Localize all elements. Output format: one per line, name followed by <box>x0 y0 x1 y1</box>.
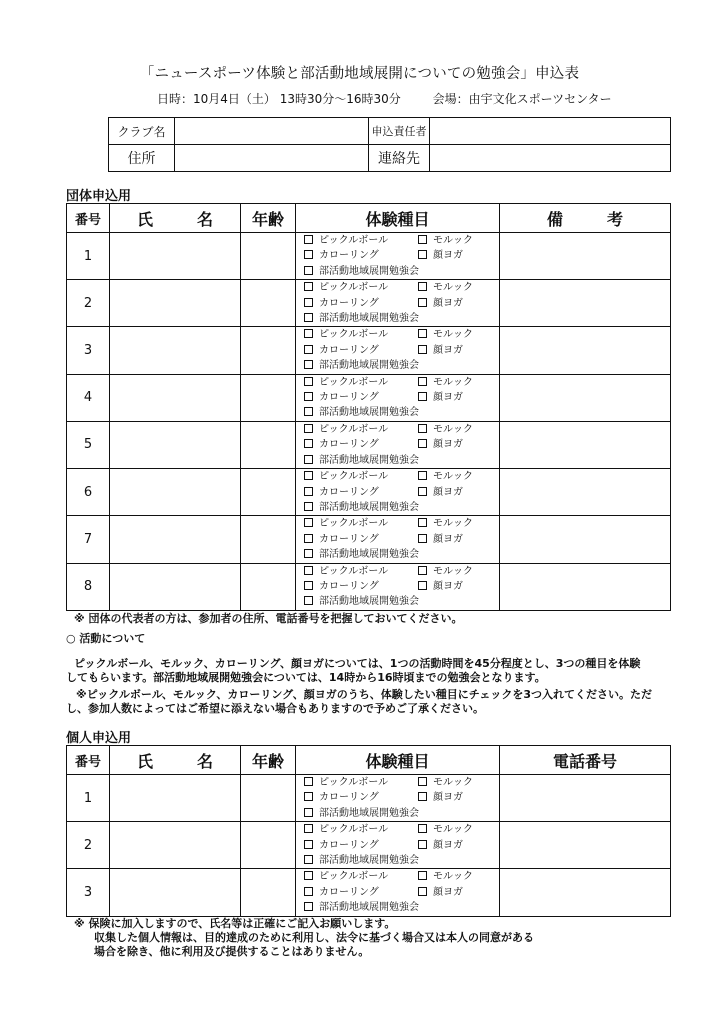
club-name-field[interactable] <box>175 118 369 145</box>
event-cell <box>296 280 500 327</box>
remarks-field[interactable] <box>500 233 671 280</box>
contact-field[interactable] <box>430 145 671 172</box>
table-row <box>67 775 671 822</box>
event-options <box>296 822 499 868</box>
checkbox-study-session[interactable] <box>304 902 313 911</box>
name-field[interactable] <box>110 233 241 280</box>
activity-heading: ○ 活動について <box>66 632 146 645</box>
event-options <box>296 775 499 821</box>
event-options <box>296 516 499 562</box>
phone-field[interactable] <box>500 775 671 822</box>
name-field[interactable] <box>110 563 241 610</box>
name-field[interactable] <box>110 516 241 563</box>
remarks-field[interactable] <box>500 563 671 610</box>
table-row <box>67 822 671 869</box>
insurance-note-line-2: 収集した個人情報は、目的達成のために利用し、法令に基づく場合又は本人の同意がある <box>94 931 534 944</box>
row-number: 4 <box>67 374 110 421</box>
remarks-field[interactable] <box>500 280 671 327</box>
option-label: 顔ヨガ <box>433 344 463 356</box>
name-field[interactable] <box>110 327 241 374</box>
header-age: 年齢 <box>241 746 296 775</box>
row-number: 1 <box>67 775 110 822</box>
option-label: カローリング <box>319 392 379 404</box>
checkbox-study-session[interactable] <box>304 855 313 864</box>
group-note: ※ 団体の代表者の方は、参加者の住所、電話番号を把握しておいてください。 <box>74 612 463 625</box>
checkbox-curling[interactable] <box>304 840 313 849</box>
checkbox-molkky[interactable] <box>418 518 427 527</box>
option-label: 部活動地域展開勉強会 <box>319 855 419 867</box>
individual-section-heading: 個人申込用 <box>66 731 132 746</box>
individual-application-table <box>66 745 671 917</box>
table-row <box>67 374 671 421</box>
option-label: 部活動地域展開勉強会 <box>319 902 419 914</box>
checkbox-study-session[interactable] <box>304 455 313 464</box>
checkbox-study-session[interactable] <box>304 502 313 511</box>
age-field[interactable] <box>241 280 296 327</box>
option-label: 顔ヨガ <box>433 792 463 804</box>
option-label: カローリング <box>319 580 379 592</box>
name-field[interactable] <box>110 869 241 916</box>
name-field[interactable] <box>110 469 241 516</box>
table-row <box>67 869 671 916</box>
option-label: ピックルボール <box>319 777 389 788</box>
age-field[interactable] <box>241 327 296 374</box>
option-label: ピックルボール <box>319 282 389 294</box>
remarks-field[interactable] <box>500 374 671 421</box>
option-label: 顔ヨガ <box>433 580 463 592</box>
option-label: モルック <box>433 824 473 836</box>
option-label: ピックルボール <box>319 565 389 577</box>
option-label: ピックルボール <box>319 376 389 388</box>
remarks-field[interactable] <box>500 327 671 374</box>
header-event: 体験種目 <box>296 746 500 775</box>
table-row <box>67 516 671 563</box>
option-label: モルック <box>433 329 473 341</box>
option-label: モルック <box>433 471 473 483</box>
option-label: 部活動地域展開勉強会 <box>319 549 419 561</box>
club-name-label: クラブ名 <box>109 118 175 145</box>
age-field[interactable] <box>241 469 296 516</box>
age-field[interactable] <box>241 775 296 822</box>
age-field[interactable] <box>241 233 296 280</box>
option-label: 部活動地域展開勉強会 <box>319 454 419 466</box>
header-name: 氏 名 <box>110 746 241 775</box>
phone-field[interactable] <box>500 822 671 869</box>
checkbox-curling[interactable] <box>304 534 313 543</box>
checkbox-curling[interactable] <box>304 298 313 307</box>
event-cell <box>296 233 500 280</box>
checkbox-face-yoga[interactable] <box>418 345 427 354</box>
checkbox-molkky[interactable] <box>418 424 427 433</box>
option-label: カローリング <box>319 439 379 451</box>
table-row <box>67 280 671 327</box>
responsible-person-field[interactable] <box>430 118 671 145</box>
row-number: 3 <box>67 327 110 374</box>
option-label: 部活動地域展開勉強会 <box>319 265 419 277</box>
checkbox-face-yoga[interactable] <box>418 392 427 401</box>
event-cell <box>296 775 500 822</box>
insurance-note-line-1: ※ 保険に加入しますので、氏名等は正確にご記入お願いします。 <box>74 917 396 930</box>
option-label: カローリング <box>319 886 379 898</box>
option-label: ピックルボール <box>319 235 389 246</box>
checkbox-pickleball[interactable] <box>304 377 313 386</box>
table-row <box>67 233 671 280</box>
checkbox-face-yoga[interactable] <box>418 581 427 590</box>
checkbox-study-session[interactable] <box>304 407 313 416</box>
activity-paragraph-1-line-2: してもらいます。部活動地域展開勉強会については、14時から16時頃までの勉強会となります。 <box>66 671 546 684</box>
option-label: 顔ヨガ <box>433 297 463 309</box>
option-label: ピックルボール <box>319 423 389 435</box>
event-options <box>296 233 499 279</box>
group-section-heading: 団体申込用 <box>66 189 132 204</box>
phone-field[interactable] <box>500 869 671 916</box>
name-field[interactable] <box>110 775 241 822</box>
checkbox-curling[interactable] <box>304 487 313 496</box>
checkbox-study-session[interactable] <box>304 266 313 275</box>
option-label: モルック <box>433 282 473 294</box>
checkbox-face-yoga[interactable] <box>418 887 427 896</box>
event-cell <box>296 374 500 421</box>
row-number: 1 <box>67 233 110 280</box>
contact-label: 連絡先 <box>369 145 430 172</box>
header-age: 年齢 <box>241 204 296 233</box>
age-field[interactable] <box>241 516 296 563</box>
option-label: 顔ヨガ <box>433 486 463 498</box>
option-label: 顔ヨガ <box>433 533 463 545</box>
row-number: 7 <box>67 516 110 563</box>
remarks-field[interactable] <box>500 421 671 468</box>
address-label: 住所 <box>109 145 175 172</box>
checkbox-pickleball[interactable] <box>304 871 313 880</box>
checkbox-pickleball[interactable] <box>304 824 313 833</box>
row-number: 6 <box>67 469 110 516</box>
checkbox-pickleball[interactable] <box>304 518 313 527</box>
option-label: ピックルボール <box>319 329 389 341</box>
checkbox-curling[interactable] <box>304 581 313 590</box>
address-field[interactable] <box>175 145 369 172</box>
row-number: 2 <box>67 280 110 327</box>
checkbox-face-yoga[interactable] <box>418 840 427 849</box>
header-phone: 電話番号 <box>500 746 671 775</box>
event-options <box>296 327 499 373</box>
checkbox-curling[interactable] <box>304 887 313 896</box>
table-row <box>67 421 671 468</box>
option-label: カローリング <box>319 297 379 309</box>
age-field[interactable] <box>241 374 296 421</box>
header-number: 番号 <box>67 204 110 233</box>
checkbox-face-yoga[interactable] <box>418 439 427 448</box>
name-field[interactable] <box>110 280 241 327</box>
remarks-field[interactable] <box>500 469 671 516</box>
group-application-table <box>66 203 671 611</box>
responsible-person-label: 申込責任者 <box>369 118 430 145</box>
option-label: モルック <box>433 423 473 435</box>
age-field[interactable] <box>241 421 296 468</box>
header-name: 氏 名 <box>110 204 241 233</box>
checkbox-molkky[interactable] <box>418 777 427 786</box>
event-datetime <box>157 90 612 107</box>
checkbox-study-session[interactable] <box>304 808 313 817</box>
option-label: ピックルボール <box>319 471 389 483</box>
age-field[interactable] <box>241 869 296 916</box>
checkbox-molkky[interactable] <box>418 329 427 338</box>
checkbox-curling[interactable] <box>304 792 313 801</box>
event-cell <box>296 421 500 468</box>
checkbox-face-yoga[interactable] <box>418 298 427 307</box>
checkbox-curling[interactable] <box>304 345 313 354</box>
checkbox-pickleball[interactable] <box>304 777 313 786</box>
option-label: モルック <box>433 565 473 577</box>
name-field[interactable] <box>110 421 241 468</box>
header-remarks: 備 考 <box>500 204 671 233</box>
event-options <box>296 469 499 515</box>
event-cell <box>296 469 500 516</box>
option-label: 顔ヨガ <box>433 392 463 404</box>
checkbox-molkky[interactable] <box>418 824 427 833</box>
event-options <box>296 564 499 610</box>
checkbox-molkky[interactable] <box>418 871 427 880</box>
event-options <box>296 869 499 915</box>
activity-paragraph-2-line-1: ※ピックルボール、モルック、カローリング、顔ヨガのうち、体験したい種目にチェックを3つ入れてください。ただ <box>76 688 653 701</box>
option-label: 部活動地域展開勉強会 <box>319 360 419 372</box>
option-label: カローリング <box>319 792 379 804</box>
option-label: 部活動地域展開勉強会 <box>319 501 419 513</box>
checkbox-study-session[interactable] <box>304 596 313 605</box>
checkbox-pickleball[interactable] <box>304 235 313 244</box>
checkbox-molkky[interactable] <box>418 377 427 386</box>
insurance-note-line-3: 場合を除き、他に利用及び提供することはありません。 <box>94 945 370 958</box>
activity-paragraph-1-line-1: ピックルボール、モルック、カローリング、顔ヨガについては、1つの活動時間を45分程度とし、3つの種目を体験 <box>74 657 641 670</box>
checkbox-study-session[interactable] <box>304 549 313 558</box>
event-cell <box>296 516 500 563</box>
option-label: 顔ヨガ <box>433 250 463 262</box>
header-event: 体験種目 <box>296 204 500 233</box>
checkbox-curling[interactable] <box>304 439 313 448</box>
checkbox-molkky[interactable] <box>418 566 427 575</box>
name-field[interactable] <box>110 822 241 869</box>
checkbox-molkky[interactable] <box>418 282 427 291</box>
checkbox-face-yoga[interactable] <box>418 534 427 543</box>
checkbox-curling[interactable] <box>304 250 313 259</box>
option-label: カローリング <box>319 250 379 262</box>
applicant-info-table <box>108 117 671 172</box>
row-number: 5 <box>67 421 110 468</box>
checkbox-pickleball[interactable] <box>304 566 313 575</box>
checkbox-study-session[interactable] <box>304 360 313 369</box>
table-row <box>67 327 671 374</box>
option-label: 顔ヨガ <box>433 439 463 451</box>
activity-paragraph-2-line-2: し、参加人数によってはご希望に添えない場合もありますので予めご了承ください。 <box>66 702 484 715</box>
event-cell <box>296 822 500 869</box>
option-label: 部活動地域展開勉強会 <box>319 407 419 419</box>
checkbox-pickleball[interactable] <box>304 282 313 291</box>
checkbox-face-yoga[interactable] <box>418 487 427 496</box>
form-title: 「ニュースポーツ体験と部活動地域展開についての勉強会」申込表 <box>139 66 580 82</box>
option-label: モルック <box>433 871 473 883</box>
event-options <box>296 422 499 468</box>
option-label: モルック <box>433 235 473 246</box>
header-number: 番号 <box>67 746 110 775</box>
event-options <box>296 375 499 421</box>
option-label: モルック <box>433 518 473 530</box>
option-label: ピックルボール <box>319 871 389 883</box>
checkbox-molkky[interactable] <box>418 471 427 480</box>
checkbox-pickleball[interactable] <box>304 424 313 433</box>
event-cell <box>296 563 500 610</box>
row-number: 2 <box>67 822 110 869</box>
option-label: モルック <box>433 376 473 388</box>
option-label: 部活動地域展開勉強会 <box>319 313 419 325</box>
option-label: ピックルボール <box>319 518 389 530</box>
age-field[interactable] <box>241 563 296 610</box>
checkbox-face-yoga[interactable] <box>418 250 427 259</box>
checkbox-curling[interactable] <box>304 392 313 401</box>
option-label: 部活動地域展開勉強会 <box>319 596 419 608</box>
event-venue: 会場：由宇文化スポーツセンター <box>432 92 612 106</box>
option-label: 顔ヨガ <box>433 886 463 898</box>
option-label: モルック <box>433 777 473 788</box>
option-label: 部活動地域展開勉強会 <box>319 807 419 819</box>
event-cell <box>296 869 500 916</box>
table-row <box>67 563 671 610</box>
name-field[interactable] <box>110 374 241 421</box>
event-options <box>296 280 499 326</box>
row-number: 8 <box>67 563 110 610</box>
event-cell <box>296 327 500 374</box>
row-number: 3 <box>67 869 110 916</box>
checkbox-study-session[interactable] <box>304 313 313 322</box>
checkbox-molkky[interactable] <box>418 235 427 244</box>
option-label: ピックルボール <box>319 824 389 836</box>
option-label: カローリング <box>319 486 379 498</box>
checkbox-pickleball[interactable] <box>304 329 313 338</box>
checkbox-pickleball[interactable] <box>304 471 313 480</box>
table-row <box>67 469 671 516</box>
option-label: カローリング <box>319 344 379 356</box>
option-label: 顔ヨガ <box>433 839 463 851</box>
remarks-field[interactable] <box>500 516 671 563</box>
event-date: 日時：10月4日（土） 13時30分～16時30分 <box>157 92 401 106</box>
checkbox-face-yoga[interactable] <box>418 792 427 801</box>
age-field[interactable] <box>241 822 296 869</box>
option-label: カローリング <box>319 839 379 851</box>
option-label: カローリング <box>319 533 379 545</box>
